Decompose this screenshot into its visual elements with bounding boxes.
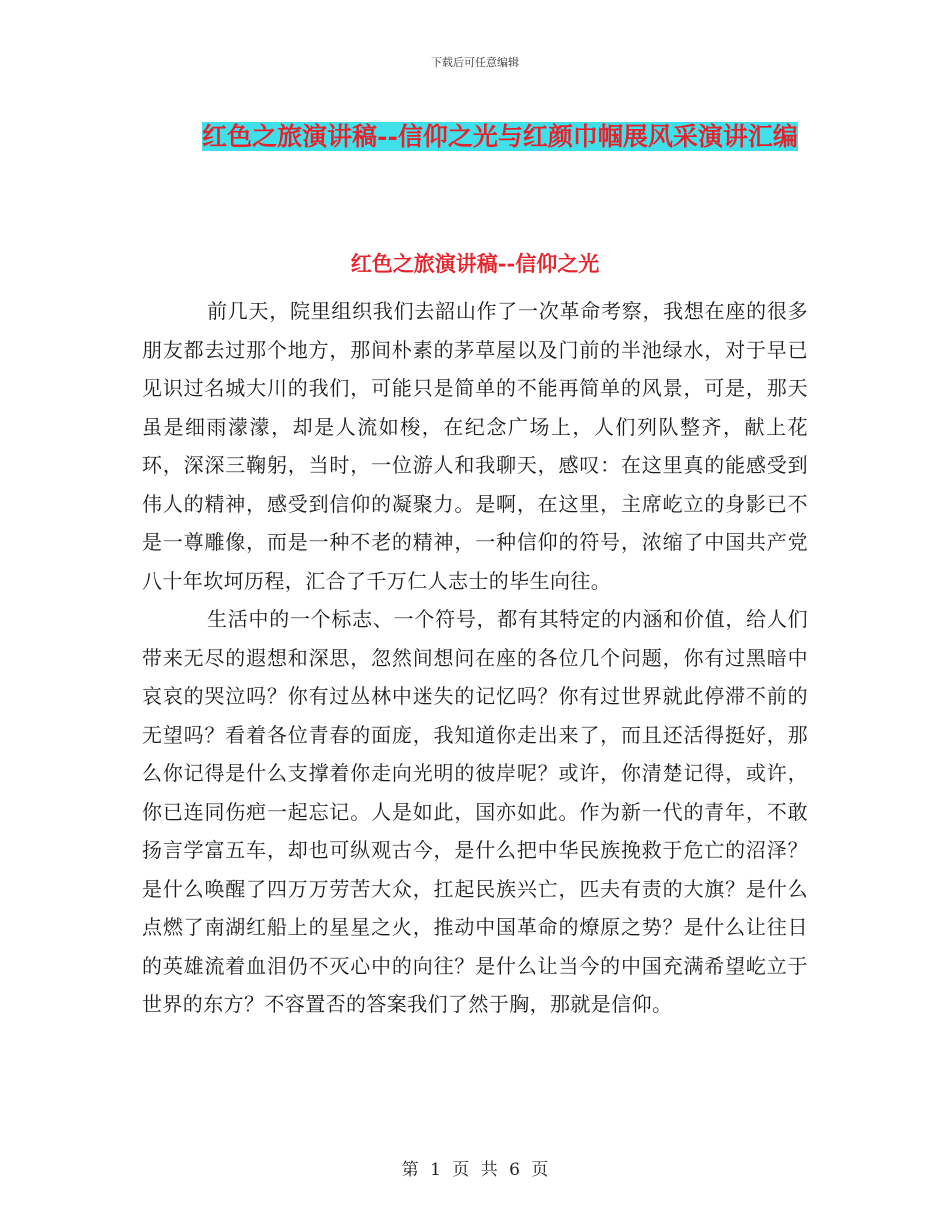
page-header-note: 下载后可任意编辑: [431, 56, 519, 69]
document-title-text: 红色之旅演讲稿--信仰之光与红颜巾帼展风采演讲汇编: [202, 122, 798, 151]
body-paragraph-1: 前几天，院里组织我们去韶山作了一次革命考察，我想在座的很多朋友都去过那个地方，那间朴素的茅草屋以及门前的半池绿水，对于早已见识过名城大川的我们，可能只是简单的不能再简单的风景，可是，那天虽是细雨濛濛，却是人流如梭，在纪念广场上，人们列队整齐，献上花环，深深三鞠躬，当时，一位游人和我聊天，感叹：在这里真的能感受到伟人的精神，感受到信仰的凝聚力。是啊，在这里，主席屹立的身影已不是一尊雕像，而是一种不老的精神，一种信仰的符号，浓缩了中国共产党八十年坎坷历程，汇合了千万仁人志士的毕生向往。: [142, 299, 808, 593]
document-title: [190, 112, 810, 162]
section-title: 红色之旅演讲稿--信仰之光: [350, 251, 600, 276]
page-footer-number: 第 1 页 共 6 页: [401, 1160, 549, 1180]
body-paragraph-2: 生活中的一个标志、一个符号，都有其特定的内涵和价值，给人们带来无尽的遐想和深思，忽然间想问在座的各位几个问题，你有过黑暗中哀哀的哭泣吗？你有过丛林中迷失的记忆吗？你有过世界就此停滞不前的无望吗？看着各位青春的面庞，我知道你走出来了，而且还活得挺好，那么你记得是什么支撑着你走向光明的彼岸呢？或许，你清楚记得，或许，你已连同伤疤一起忘记。人是如此，国亦如此。作为新一代的青年，不敢扬言学富五车，却也可纵观古今，是什么把中华民族挽救于危亡的沼泽？是什么唤醒了四万万劳苦大众，扛起民族兴亡，匹夫有责的大旗？是什么点燃了南湖红船上的星星之火，推动中国革命的燎原之势？是什么让往日的英雄流着血泪仍不灭心中的向往？是什么让当今的中国充满希望屹立于世界的东方？不容置否的答案我们了然于胸，那就是信仰。: [142, 607, 808, 1016]
document-body: [142, 292, 808, 1024]
